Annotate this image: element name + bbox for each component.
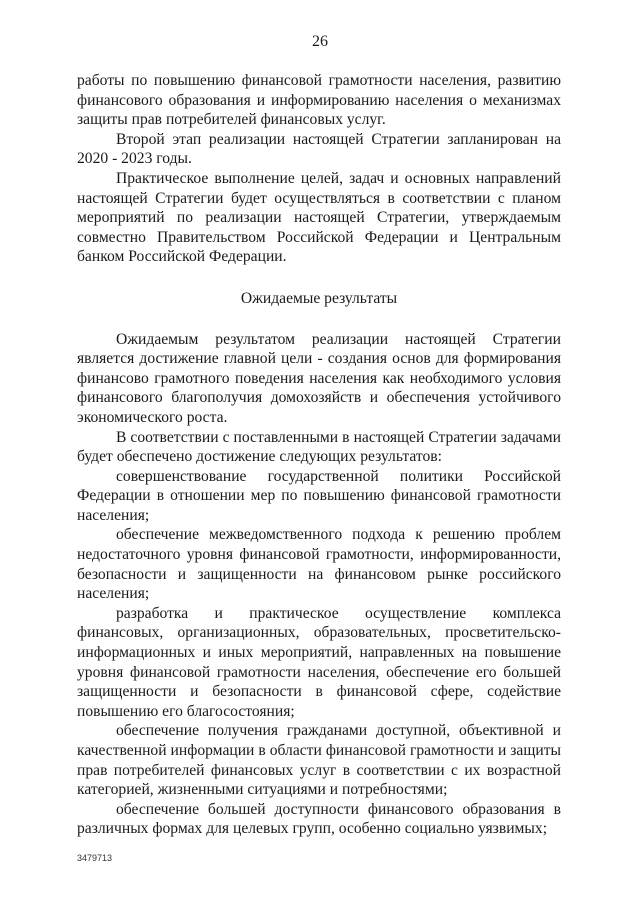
document-code: 3479713 (77, 853, 113, 863)
list-item-policy: совершенствование государственной политики Российской Федерации в отношении мер по повышению финансовой грамотности населения; (77, 467, 561, 524)
document-body (77, 71, 561, 839)
paragraph-continuation: работы по повышению финансовой грамотности населения, развитию финансового образования и информированию населения о механизмах защиты прав потребителей финансовых услуг. (77, 72, 561, 129)
paragraph-expected-result: Ожидаемым результатом реализации настоящей Стратегии является достижение главной цели - создания основ для формирования финансово грамотного поведения населения как необходимого условия финансового благополучия домохозяйств и обеспечения устойчивого экономического роста. (77, 330, 561, 426)
list-item-interagency: обеспечение межведомственного подхода к решению проблем недостаточного уровня финансовой грамотности, информированности, безопасности и защищенности на финансовом рынке российского населения; (77, 526, 561, 603)
paragraph-second-stage: Второй этап реализации настоящей Стратегии запланирован на 2020 - 2023 годы. (77, 130, 561, 168)
list-item-education-access: обеспечение большей доступности финансового образования в различных формах для целевых групп, особенно социально уязвимых; (77, 800, 561, 838)
paragraph-results-intro: В соответствии с поставленными в настоящей Стратегии задачами будет обеспечено достижение следующих результатов: (77, 428, 561, 466)
paragraph-implementation: Практическое выполнение целей, задач и основных направлений настоящей Стратегии будет осуществляться в соответствии с планом мероприятий по реализации настоящей Стратегии, утверждаемым совместно Правительством Российской Федерации и Центральным банком Российской Федерации. (77, 169, 561, 266)
list-item-information: обеспечение получения гражданами доступной, объективной и качественной информации в области финансовой грамотности и защиты прав потребителей финансовых услуг в соответствии с их возрастной категорией, жизненными ситуациями и потребностями; (77, 722, 561, 799)
page-number: 26 (312, 33, 328, 50)
section-heading-expected-results: Ожидаемые результаты (240, 289, 398, 307)
list-item-measures: разработка и практическое осуществление комплекса финансовых, организационных, образовательных, просветительско-информационных и иных мероприятий, направленных на повышение уровня финансовой грамотности населения, обеспечение его большей защищенности и безопасности в финансовой сфере, содействие повышению его благосостояния; (77, 604, 561, 720)
